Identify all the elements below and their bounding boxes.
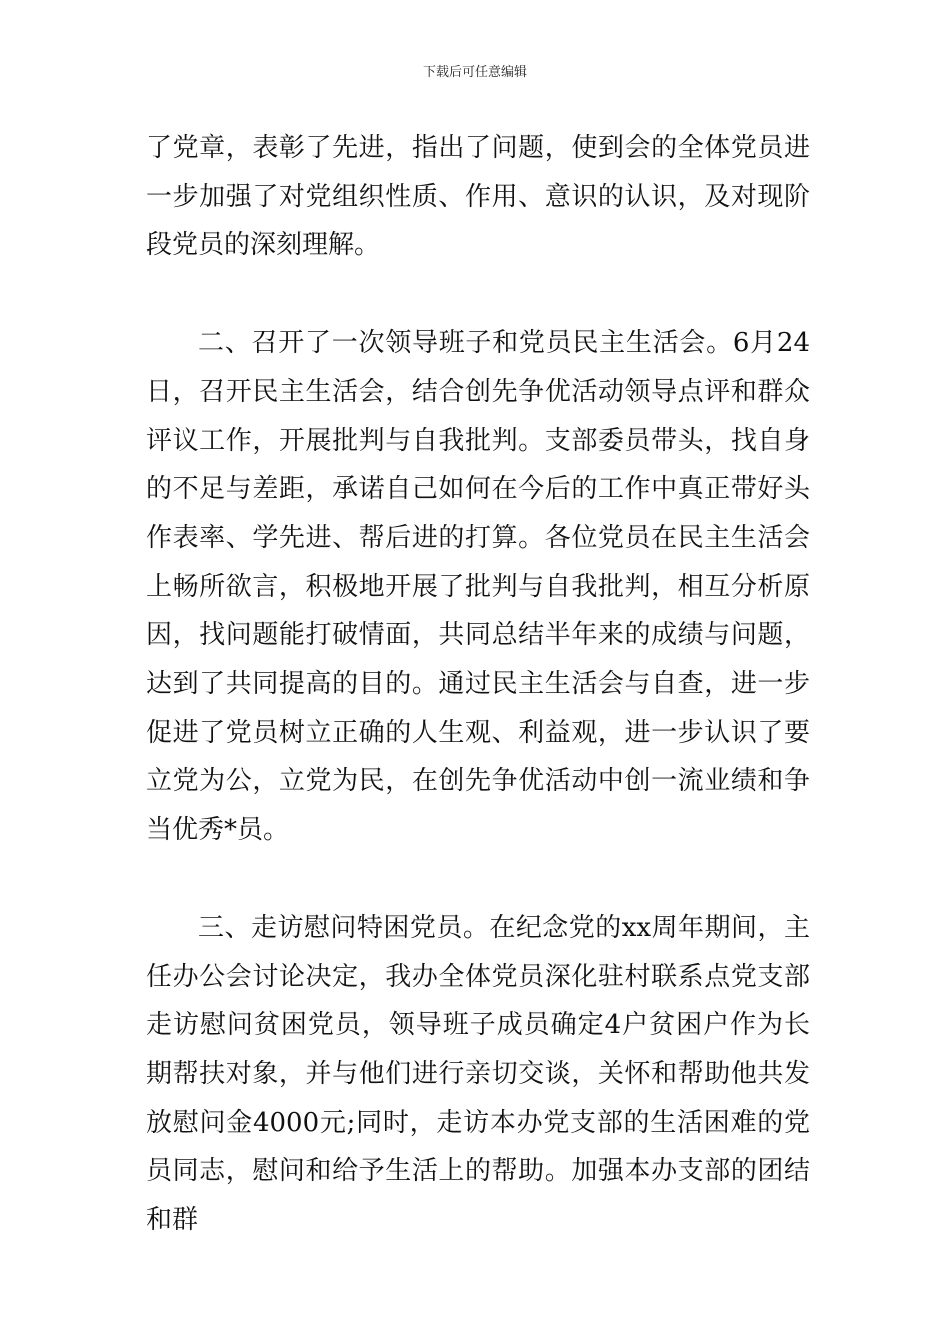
- paragraph-continuation: 了党章，表彰了先进，指出了问题，使到会的全体党员进一步加强了对党组织性质、作用、意识的认识，及对现阶段党员的深刻理解。: [146, 133, 810, 261]
- paragraph-section-two: 二、召开了一次领导班子和党员民主生活会。6月24日，召开民主生活会，结合创先争优活动领导点评和群众评议工作，开展批判与自我批判。支部委员带头，找自身的不足与差距，承诺自己如何在今后的工作中真正带好头作表率、学先进、帮后进的打算。各位党员在民主生活会上畅所欲言，积极地开展了批判与自我批判，相互分析原因，找问题能打破情面，共同总结半年来的成绩与问题，达到了共同提高的目的。通过民主生活会与自查，进一步促进了党员树立正确的人生观、利益观，进一步认识了要立党为公，立党为民，在创先争优活动中创一流业绩和争当优秀*员。: [146, 328, 810, 846]
- document-body: [146, 124, 810, 1245]
- paragraph-section-three: 三、走访慰问特困党员。在纪念党的xx周年期间，主任办公会讨论决定，我办全体党员深化驻村联系点党支部走访慰问贫困党员，领导班子成员确定4户贫困户作为长期帮扶对象，并与他们进行亲切交谈，关怀和帮助他共发放慰问金4000元;同时，走访本办党支部的生活困难的党员同志，慰问和给予生活上的帮助。加强本办支部的团结和群: [146, 912, 810, 1236]
- page-header-note: 下载后可任意编辑: [422, 65, 527, 80]
